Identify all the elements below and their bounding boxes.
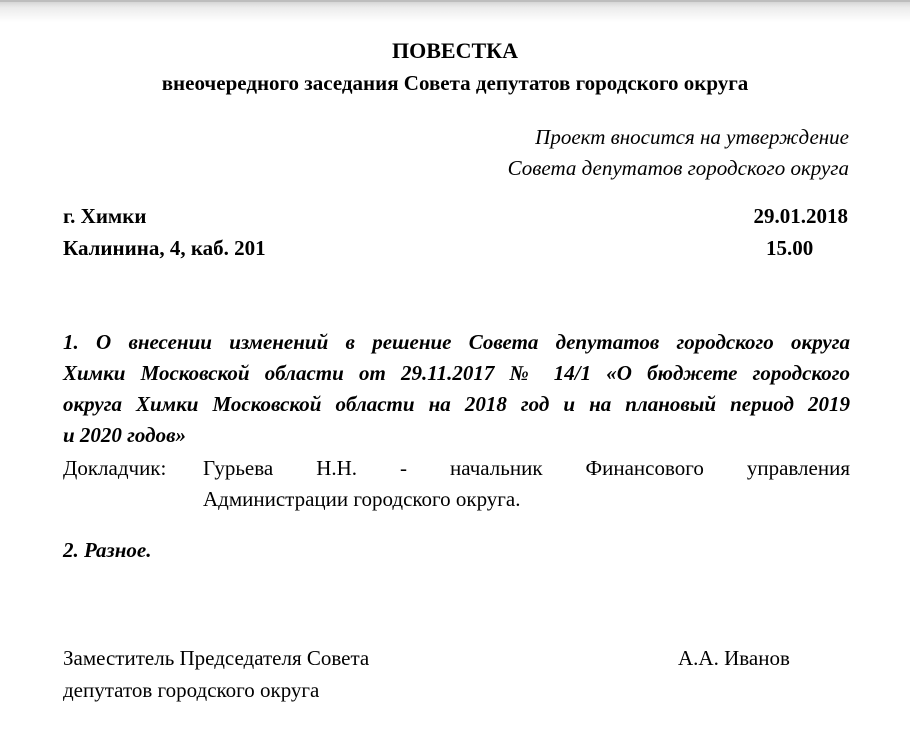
meeting-date: 29.01.2018 [753,204,848,228]
signature-name: А.А. Иванов [678,646,790,670]
agenda-item-2: 2. Разное. [63,538,152,562]
project-note-line1: Проект вносится на утверждение [535,125,849,149]
speaker-label: Докладчик: [63,456,167,480]
speaker-text [203,453,850,515]
signature-title-line2: депутатов городского округа [63,678,320,702]
agenda-item-1-line: округа Химки Московской области на 2018 год и на плановый период 2019 [63,392,850,416]
meeting-address: Калинина, 4, каб. 201 [63,236,266,260]
document-subtitle: внеочередного заседания Совета депутатов городского округа [161,71,749,95]
meeting-city: г. Химки [63,204,147,228]
speaker-line2: Администрации городского округа. [203,487,521,511]
page-top-shadow [0,0,910,22]
signature-title-line1: Заместитель Председателя Совета [63,646,370,670]
agenda-item-1 [63,327,850,451]
agenda-item-1-line: Химки Московской области от 29.11.2017 № 14/1 «О бюджете городского [63,361,850,385]
page-top-edge [0,0,910,2]
project-note-line2: Совета депутатов городского округа [507,156,849,180]
meeting-time: 15.00 [766,236,814,260]
speaker-line1: Гурьева Н.Н. - начальник Финансового управления [203,456,850,480]
document-title: ПОВЕСТКА [392,38,518,63]
agenda-item-1-line: и 2020 годов» [63,423,186,447]
agenda-item-1-line: 1. О внесении изменений в решение Совета депутатов городского округа [63,330,850,354]
